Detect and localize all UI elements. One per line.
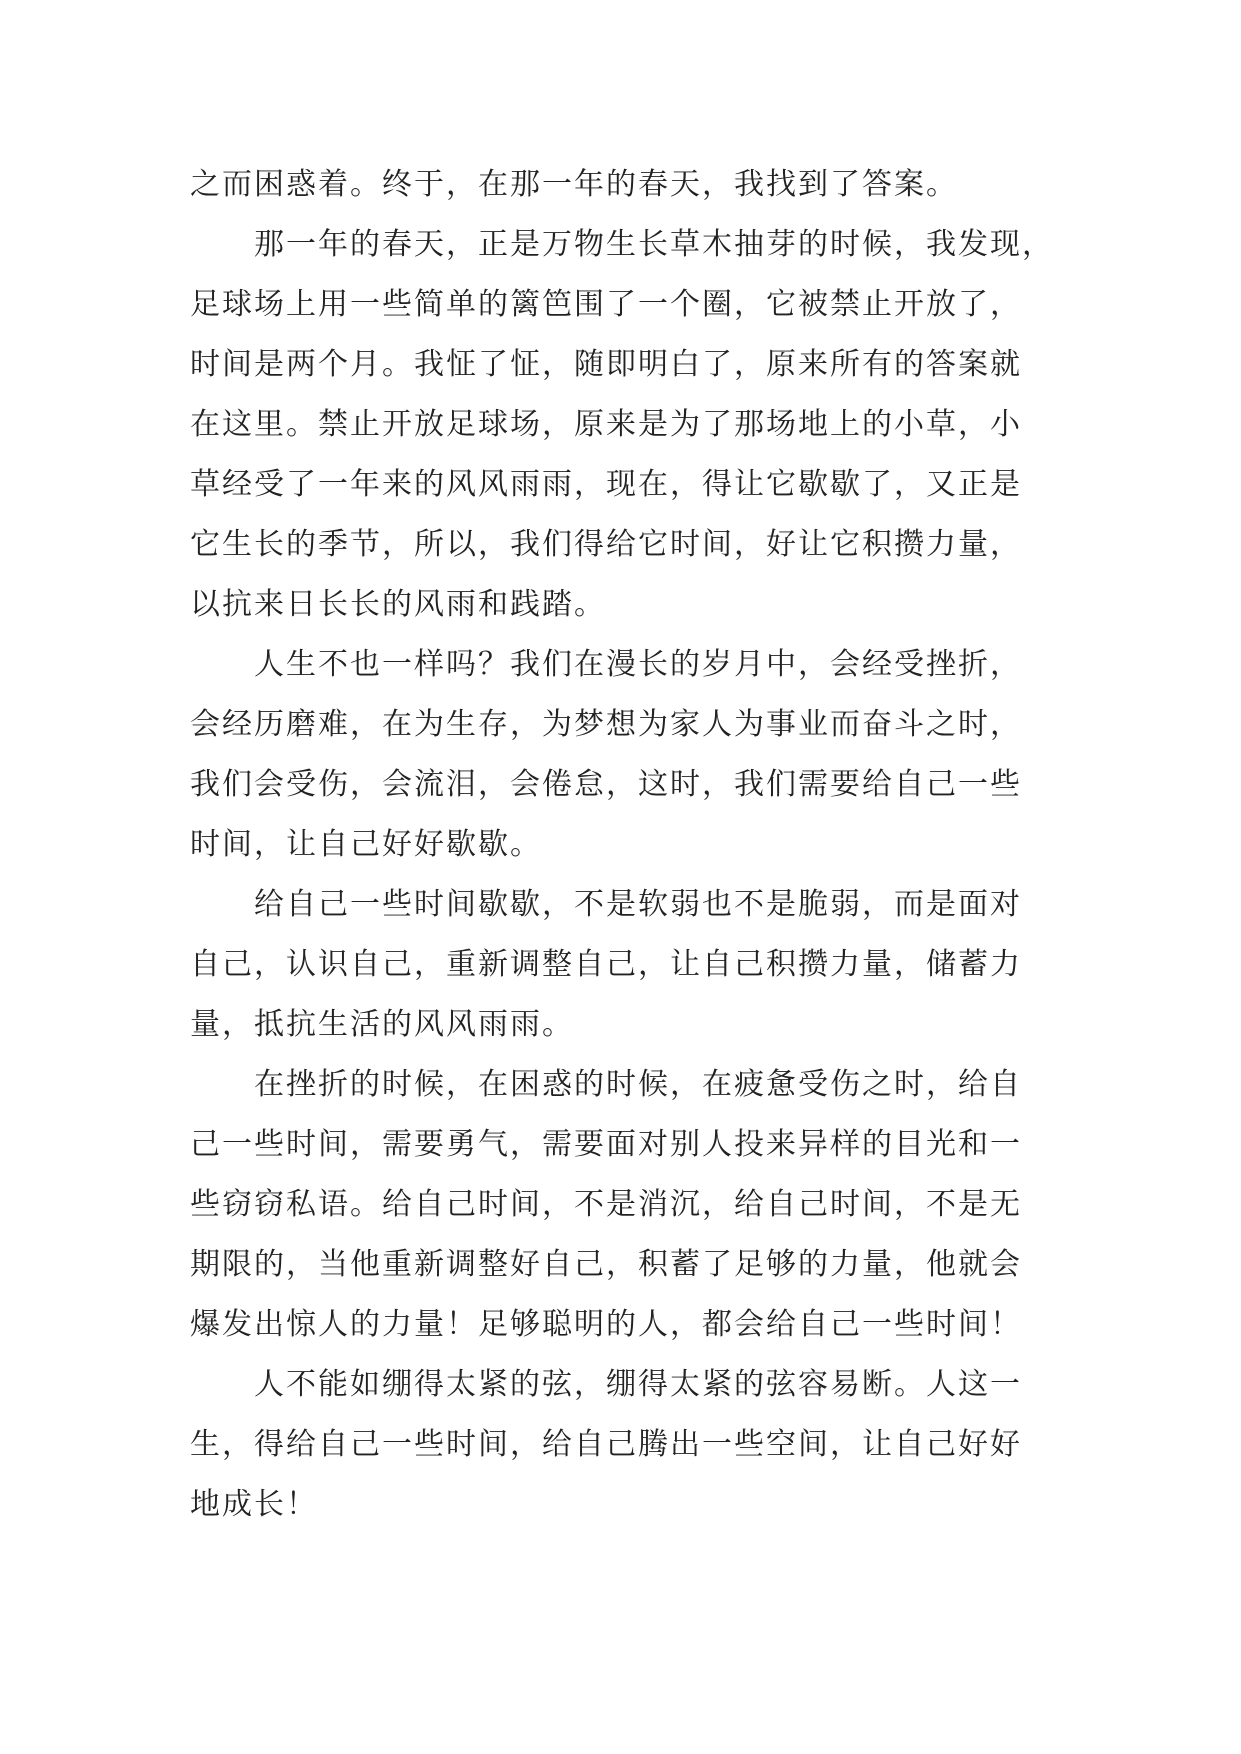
text-line: 草经受了一年来的风风雨雨，现在，得让它歇歇了，又正是 (190, 467, 1022, 502)
text-line: 些窃窃私语。给自己时间，不是消沉，给自己时间，不是无 (190, 1187, 1022, 1222)
paragraph-first-line: 在挫折的时候，在困惑的时候，在疲惫受伤之时，给自 (254, 1067, 1022, 1102)
paragraph-first-line: 人不能如绷得太紧的弦，绷得太紧的弦容易断。人这一 (254, 1367, 1022, 1402)
text-line: 自己，认识自己，重新调整自己，让自己积攒力量，储蓄力 (190, 947, 1022, 982)
text-line: 己一些时间，需要勇气，需要面对别人投来异样的目光和一 (190, 1127, 1022, 1162)
text-line: 在这里。禁止开放足球场，原来是为了那场地上的小草，小 (190, 407, 1022, 442)
text-line: 会经历磨难，在为生存，为梦想为家人为事业而奋斗之时， (190, 707, 1022, 742)
text-line: 之而困惑着。终于，在那一年的春天，我找到了答案。 (190, 167, 958, 202)
text-line: 生，得给自己一些时间，给自己腾出一些空间，让自己好好 (190, 1427, 1022, 1462)
text-line: 我们会受伤，会流泪，会倦怠，这时，我们需要给自己一些 (190, 767, 1022, 802)
text-line: 时间，让自己好好歇歇。 (190, 827, 542, 862)
text-line: 它生长的季节，所以，我们得给它时间，好让它积攒力量， (190, 527, 1022, 562)
text-line: 时间是两个月。我怔了怔，随即明白了，原来所有的答案就 (190, 347, 1022, 382)
paragraph-first-line: 那一年的春天，正是万物生长草木抽芽的时候，我发现， (254, 227, 1054, 262)
text-line: 足球场上用一些简单的篱笆围了一个圈，它被禁止开放了， (190, 287, 1022, 322)
paragraph-first-line: 给自己一些时间歇歇，不是软弱也不是脆弱，而是面对 (254, 887, 1022, 922)
text-line: 地成长！ (190, 1487, 318, 1522)
text-line: 以抗来日长长的风雨和践踏。 (190, 587, 606, 622)
text-line: 爆发出惊人的力量！足够聪明的人，都会给自己一些时间！ (190, 1307, 1022, 1342)
text-line: 量，抵抗生活的风风雨雨。 (190, 1007, 574, 1042)
paragraph-first-line: 人生不也一样吗？我们在漫长的岁月中，会经受挫折， (254, 647, 1022, 682)
text-line: 期限的，当他重新调整好自己，积蓄了足够的力量，他就会 (190, 1247, 1022, 1282)
